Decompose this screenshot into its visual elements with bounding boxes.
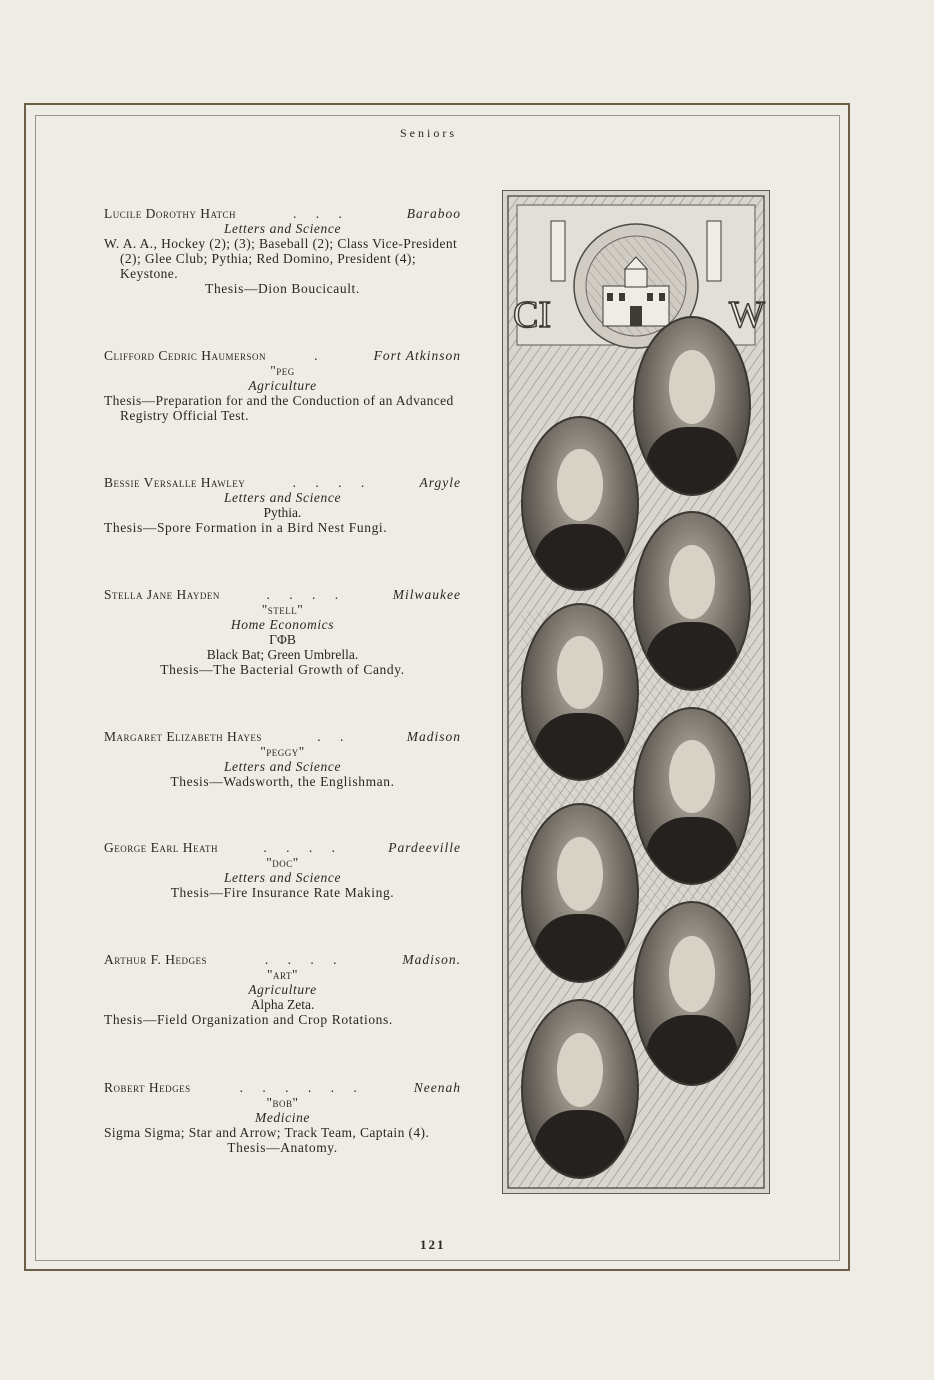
senior-name: Clifford Cedric Haumerson <box>104 348 267 363</box>
senior-entry <box>104 475 461 535</box>
leader-dots: . . . . <box>266 587 347 602</box>
activities: Sigma Sigma; Star and Arrow; Track Team, Captain (4). <box>104 1125 430 1140</box>
thesis: Thesis—Wadsworth, the Englishman. <box>170 774 395 789</box>
course: Letters and Science <box>223 759 342 774</box>
leader-dots: . . . <box>292 206 350 221</box>
senior-entry <box>104 729 461 789</box>
leader-dots: . <box>314 348 326 363</box>
thesis: Thesis—The Bacterial Growth of Candy. <box>160 662 405 677</box>
senior-entry <box>104 840 461 900</box>
thesis: Thesis—Field Organization and Crop Rotations. <box>104 1012 393 1027</box>
senior-entry <box>104 348 461 423</box>
nickname: "doc" <box>266 855 299 870</box>
senior-entry <box>104 206 461 296</box>
portrait-panel <box>502 190 770 1194</box>
thesis: Thesis—Preparation for and the Conduction of an Advanced Registry Official Test. <box>104 393 454 423</box>
course: Medicine <box>254 1110 311 1125</box>
activities: Alpha Zeta. <box>250 997 315 1012</box>
thesis: Thesis—Fire Insurance Rate Making. <box>170 885 395 900</box>
activities: Black Bat; Green Umbrella. <box>206 647 359 662</box>
senior-entry <box>104 587 461 677</box>
thesis: Thesis—Spore Formation in a Bird Nest Fungi. <box>104 520 388 535</box>
nickname: "stell" <box>261 602 304 617</box>
nickname: "peg <box>270 363 295 378</box>
senior-name: Bessie Versalle Hawley <box>104 475 246 490</box>
course: Letters and Science <box>223 490 342 505</box>
senior-entry <box>104 1080 461 1155</box>
portrait-photo <box>521 603 639 781</box>
nickname: "art" <box>267 967 298 982</box>
portrait-photo <box>521 803 639 983</box>
senior-name: Stella Jane Hayden <box>104 587 220 602</box>
letters-ci: CI <box>513 294 551 336</box>
hometown: Argyle <box>419 475 461 490</box>
thesis: Thesis—Dion Boucicault. <box>205 281 360 296</box>
activities: W. A. A., Hockey (2); (3); Baseball (2); Class Vice-President (2); Glee Club; Pythia; Red Domino, President (4); Keystone. <box>104 236 458 281</box>
hometown: Madison. <box>402 952 461 967</box>
page-number: 121 <box>420 1237 446 1252</box>
course: Home Economics <box>230 617 335 632</box>
leader-dots: . . <box>317 729 352 744</box>
portrait-photo <box>521 999 639 1179</box>
leader-dots: . . . . <box>264 952 345 967</box>
portrait-photo <box>521 416 639 591</box>
hometown: Madison <box>406 729 461 744</box>
greek-letters: ΓΦΒ <box>269 632 296 647</box>
activities: Pythia. <box>263 505 302 520</box>
leader-dots: . . . . <box>292 475 373 490</box>
senior-name: Lucile Dorothy Hatch <box>104 206 236 221</box>
nickname: "peggy" <box>260 744 305 759</box>
hometown: Neenah <box>413 1080 461 1095</box>
course: Letters and Science <box>223 870 342 885</box>
nickname: "bob" <box>266 1095 299 1110</box>
page-header: Seniors <box>400 126 457 140</box>
letters-w: W <box>729 294 765 336</box>
course: Agriculture <box>248 378 317 393</box>
portrait-photo <box>633 511 751 691</box>
senior-name: George Earl Heath <box>104 840 218 855</box>
hometown: Fort Atkinson <box>373 348 461 363</box>
portrait-photo <box>633 901 751 1086</box>
leader-dots: . . . . <box>263 840 343 855</box>
hometown: Baraboo <box>406 206 461 221</box>
senior-name: Margaret Elizabeth Hayes <box>104 729 262 744</box>
portrait-photo <box>633 707 751 885</box>
portrait-photo <box>633 316 751 496</box>
course: Letters and Science <box>223 221 342 236</box>
leader-dots: . . . . . . <box>239 1080 365 1095</box>
senior-name: Arthur F. Hedges <box>104 952 208 967</box>
senior-entry <box>104 952 461 1027</box>
hometown: Pardeeville <box>388 840 461 855</box>
thesis: Thesis—Anatomy. <box>227 1140 338 1155</box>
hometown: Milwaukee <box>392 587 461 602</box>
course: Agriculture <box>248 982 317 997</box>
senior-name: Robert Hedges <box>104 1080 191 1095</box>
